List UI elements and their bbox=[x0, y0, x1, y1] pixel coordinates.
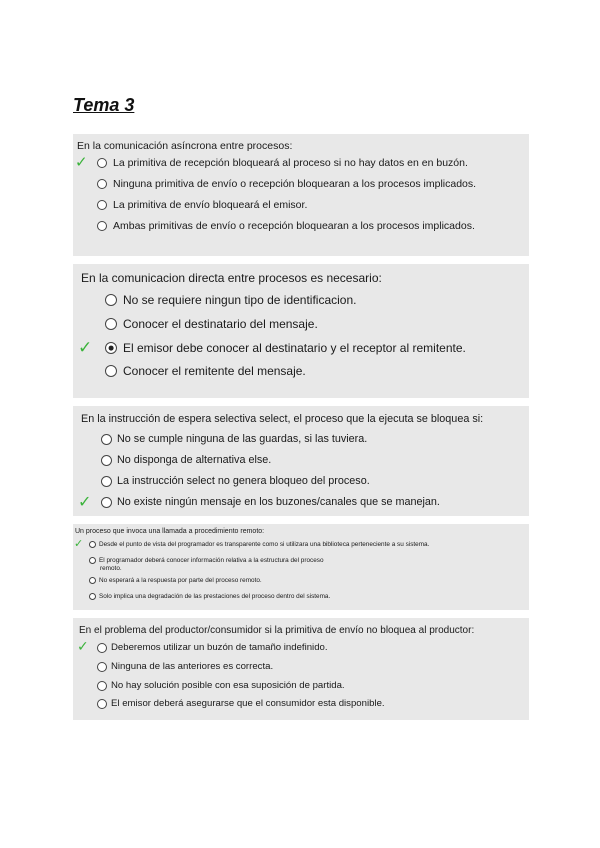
radio-button[interactable] bbox=[97, 158, 107, 168]
radio-button[interactable] bbox=[101, 455, 112, 466]
option-label: No existe ningún mensaje en los buzones/canales que se manejan. bbox=[117, 496, 440, 508]
question-4-option-2-continuation: remoto. bbox=[100, 565, 122, 572]
option-label: La primitiva de envío bloqueará el emisor. bbox=[113, 199, 308, 211]
question-2-option-1[interactable] bbox=[105, 293, 356, 307]
option-label: El emisor debe conocer al destinatario y el receptor al remitente. bbox=[123, 341, 466, 355]
radio-button-selected[interactable] bbox=[105, 342, 117, 354]
option-label: Solo implica una degradación de las prestaciones del proceso dentro del sistema. bbox=[99, 593, 331, 600]
option-label: Desde el punto de vista del programador es transparente como si utilizara una biblioteca perteneciente a su sistema. bbox=[99, 541, 430, 548]
question-5-option-4[interactable] bbox=[97, 698, 385, 709]
radio-button[interactable] bbox=[89, 593, 96, 600]
question-4 bbox=[73, 524, 529, 610]
radio-button[interactable] bbox=[101, 497, 112, 508]
question-3-option-3[interactable] bbox=[101, 475, 370, 487]
radio-button[interactable] bbox=[97, 699, 107, 709]
radio-button[interactable] bbox=[97, 681, 107, 691]
correct-check-icon: ✓ bbox=[77, 639, 89, 655]
question-1-option-3[interactable] bbox=[97, 199, 307, 211]
radio-button[interactable] bbox=[89, 557, 96, 564]
question-4-stem: Un proceso que invoca una llamada a procedimiento remoto: bbox=[75, 528, 265, 535]
question-1-option-2[interactable] bbox=[97, 178, 476, 190]
option-label: No se cumple ninguna de las guardas, si las tuviera. bbox=[117, 433, 368, 445]
option-label: No disponga de alternativa else. bbox=[117, 454, 272, 466]
radio-button[interactable] bbox=[105, 365, 117, 377]
question-1 bbox=[73, 134, 529, 256]
question-2-option-2[interactable] bbox=[105, 317, 318, 331]
option-label: El programador deberá conocer información relativa a la estructura del proceso bbox=[99, 557, 324, 564]
radio-button[interactable] bbox=[97, 200, 107, 210]
question-5-option-3[interactable] bbox=[97, 680, 345, 691]
question-2-option-4[interactable] bbox=[105, 364, 306, 378]
option-label: Ninguna primitiva de envío o recepción bloquearan a los procesos implicados. bbox=[113, 178, 477, 190]
question-4-option-4[interactable] bbox=[89, 593, 330, 600]
radio-button[interactable] bbox=[101, 476, 112, 487]
option-label: Ambas primitivas de envío o recepción bloquearan a los procesos implicados. bbox=[113, 220, 475, 232]
radio-button[interactable] bbox=[97, 221, 107, 231]
question-3-stem: En la instrucción de espera selectiva select, el proceso que la ejecuta se bloquea si: bbox=[81, 413, 484, 425]
radio-button[interactable] bbox=[89, 541, 96, 548]
question-5-option-1[interactable] bbox=[97, 642, 328, 653]
correct-check-icon: ✓ bbox=[75, 153, 88, 171]
correct-check-icon: ✓ bbox=[74, 537, 84, 550]
option-label: No hay solución posible con esa suposición de partida. bbox=[111, 680, 345, 691]
radio-button[interactable] bbox=[97, 643, 107, 653]
question-2 bbox=[73, 264, 529, 398]
option-label: No esperará a la respuesta por parte del proceso remoto. bbox=[99, 577, 262, 584]
question-1-option-4[interactable] bbox=[97, 220, 475, 232]
option-label: No se requiere ningun tipo de identificacion. bbox=[123, 293, 357, 307]
page-title: Tema 3 bbox=[73, 95, 135, 115]
question-4-option-2[interactable] bbox=[89, 557, 324, 564]
radio-button[interactable] bbox=[105, 294, 117, 306]
correct-check-icon: ✓ bbox=[78, 338, 93, 358]
option-label: Conocer el destinatario del mensaje. bbox=[123, 317, 318, 331]
option-label: La instrucción select no genera bloqueo del proceso. bbox=[117, 475, 370, 487]
correct-check-icon: ✓ bbox=[78, 492, 92, 511]
question-1-stem: En la comunicación asíncrona entre procesos: bbox=[77, 140, 293, 152]
option-label: Conocer el remitente del mensaje. bbox=[123, 364, 306, 378]
option-label: Deberemos utilizar un buzón de tamaño indefinido. bbox=[111, 642, 328, 653]
question-2-option-3[interactable] bbox=[105, 341, 466, 355]
option-label: La primitiva de recepción bloqueará al proceso si no hay datos en en buzón. bbox=[113, 157, 468, 169]
question-3-option-4[interactable] bbox=[101, 496, 440, 508]
question-4-option-1[interactable] bbox=[89, 541, 429, 548]
radio-button[interactable] bbox=[105, 318, 117, 330]
question-1-option-1[interactable] bbox=[97, 157, 468, 169]
question-2-stem: En la comunicacion directa entre procesos es necesario: bbox=[81, 271, 382, 285]
radio-button[interactable] bbox=[97, 179, 107, 189]
radio-button[interactable] bbox=[89, 577, 96, 584]
question-3-option-2[interactable] bbox=[101, 454, 271, 466]
question-5-option-2[interactable] bbox=[97, 661, 273, 672]
radio-button[interactable] bbox=[97, 662, 107, 672]
option-label: El emisor deberá asegurarse que el consumidor esta disponible. bbox=[111, 698, 385, 709]
question-3 bbox=[73, 406, 529, 516]
question-4-option-3[interactable] bbox=[89, 577, 262, 584]
question-5-stem: En el problema del productor/consumidor si la primitiva de envío no bloquea al productor: bbox=[79, 625, 475, 636]
option-label: Ninguna de las anteriores es correcta. bbox=[111, 661, 274, 672]
question-5 bbox=[73, 618, 529, 720]
question-3-option-1[interactable] bbox=[101, 433, 367, 445]
radio-button[interactable] bbox=[101, 434, 112, 445]
